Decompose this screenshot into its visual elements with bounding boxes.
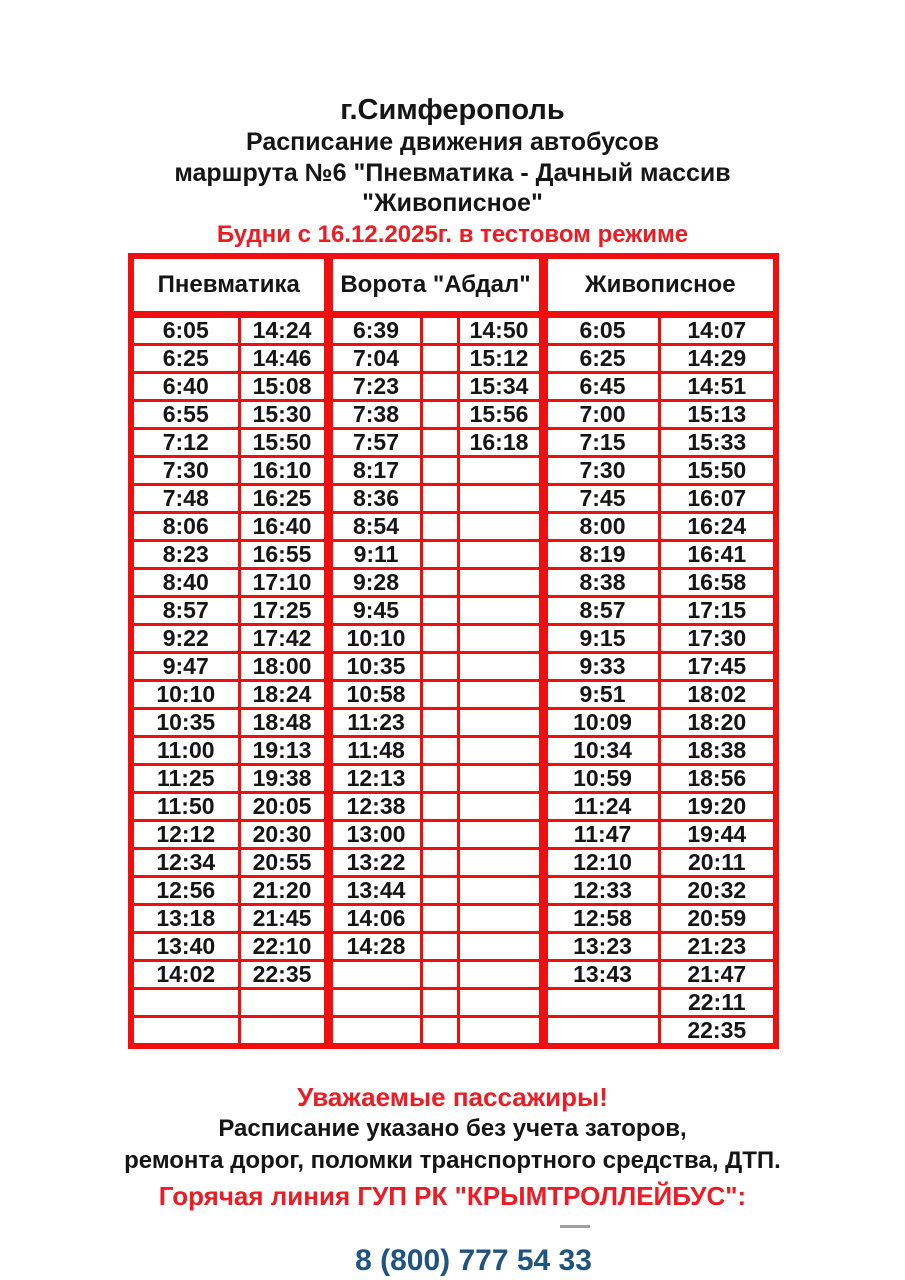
time-cell (458, 988, 543, 1016)
time-cell: 12:56 (131, 876, 239, 904)
stop-header-zhivopisnoe: Живописное (543, 256, 776, 314)
time-cell: 21:23 (659, 932, 776, 960)
subtitle-line-2: маршрута №6 "Пневматика - Дачный массив (174, 158, 731, 187)
time-cell: 9:47 (131, 652, 239, 680)
table-row (131, 960, 776, 988)
spacer-cell (421, 484, 458, 512)
time-cell: 20:59 (659, 904, 776, 932)
time-cell: 8:23 (131, 540, 239, 568)
spacer-cell (421, 680, 458, 708)
time-cell: 16:58 (659, 568, 776, 596)
time-cell: 6:05 (131, 314, 239, 344)
time-cell (458, 624, 543, 652)
hotline-phone-number: 8 (800) 777 54 33 (355, 1244, 592, 1278)
time-cell: 10:34 (543, 736, 659, 764)
time-cell (458, 596, 543, 624)
time-cell: 22:35 (659, 1016, 776, 1046)
time-cell: 12:10 (543, 848, 659, 876)
time-cell (131, 1016, 239, 1046)
time-cell (328, 1016, 421, 1046)
time-cell: 7:12 (131, 428, 239, 456)
time-cell (458, 904, 543, 932)
time-cell: 15:12 (458, 344, 543, 372)
time-cell: 16:55 (239, 540, 328, 568)
spacer-cell (421, 848, 458, 876)
time-cell: 11:25 (131, 764, 239, 792)
time-cell: 14:29 (659, 344, 776, 372)
time-cell (458, 512, 543, 540)
time-cell (458, 736, 543, 764)
time-cell: 11:23 (328, 708, 421, 736)
time-cell: 17:30 (659, 624, 776, 652)
time-cell: 6:05 (543, 314, 659, 344)
time-cell: 6:55 (131, 400, 239, 428)
time-cell: 20:11 (659, 848, 776, 876)
schedule-body (131, 314, 776, 1046)
notice-line-1: Расписание указано без учета заторов, (218, 1115, 687, 1143)
document-header (0, 0, 905, 248)
table-row (131, 876, 776, 904)
time-cell: 10:09 (543, 708, 659, 736)
time-cell: 10:58 (328, 680, 421, 708)
table-row (131, 428, 776, 456)
table-row (131, 652, 776, 680)
time-cell: 13:23 (543, 932, 659, 960)
time-cell: 14:02 (131, 960, 239, 988)
time-cell (458, 764, 543, 792)
document-footer (0, 1081, 905, 1278)
time-cell: 10:59 (543, 764, 659, 792)
time-cell: 8:57 (131, 596, 239, 624)
time-cell: 10:35 (131, 708, 239, 736)
table-row (131, 680, 776, 708)
time-cell: 7:30 (543, 456, 659, 484)
spacer-cell (421, 904, 458, 932)
spacer-cell (421, 624, 458, 652)
schedule-table (128, 253, 779, 1049)
service-mode-note: Будни с 16.12.2025г. в тестовом режиме (216, 220, 689, 248)
time-cell: 7:30 (131, 456, 239, 484)
time-cell: 12:12 (131, 820, 239, 848)
time-cell: 8:19 (543, 540, 659, 568)
time-cell (458, 932, 543, 960)
table-row (131, 848, 776, 876)
time-cell: 11:47 (543, 820, 659, 848)
time-cell: 20:30 (239, 820, 328, 848)
time-cell: 22:35 (239, 960, 328, 988)
time-cell: 14:46 (239, 344, 328, 372)
time-cell: 15:50 (239, 428, 328, 456)
time-cell (328, 960, 421, 988)
table-row (131, 708, 776, 736)
spacer-cell (421, 820, 458, 848)
time-cell: 13:18 (131, 904, 239, 932)
time-cell: 8:38 (543, 568, 659, 596)
spacer-cell (421, 512, 458, 540)
time-cell: 19:44 (659, 820, 776, 848)
time-cell: 8:17 (328, 456, 421, 484)
time-cell: 6:25 (543, 344, 659, 372)
spacer-cell (421, 596, 458, 624)
time-cell: 15:30 (239, 400, 328, 428)
time-cell: 13:00 (328, 820, 421, 848)
time-cell: 6:39 (328, 314, 421, 344)
time-cell: 18:56 (659, 764, 776, 792)
spacer-cell (421, 960, 458, 988)
time-cell: 7:00 (543, 400, 659, 428)
notice-line-2: ремонта дорог, поломки транспортного средства, ДТП. (124, 1147, 781, 1175)
time-cell: 7:38 (328, 400, 421, 428)
time-cell: 15:08 (239, 372, 328, 400)
time-cell: 12:58 (543, 904, 659, 932)
time-cell: 19:13 (239, 736, 328, 764)
time-cell (458, 456, 543, 484)
time-cell (131, 988, 239, 1016)
spacer-cell (421, 568, 458, 596)
time-cell: 14:24 (239, 314, 328, 344)
time-cell: 6:40 (131, 372, 239, 400)
time-cell: 17:42 (239, 624, 328, 652)
time-cell (239, 1016, 328, 1046)
time-cell: 14:51 (659, 372, 776, 400)
time-cell: 12:34 (131, 848, 239, 876)
time-cell: 18:20 (659, 708, 776, 736)
time-cell: 14:50 (458, 314, 543, 344)
time-cell: 16:24 (659, 512, 776, 540)
time-cell: 8:57 (543, 596, 659, 624)
spacer-cell (421, 988, 458, 1016)
time-cell: 9:51 (543, 680, 659, 708)
passengers-notice-title: Уважаемые пассажиры! (297, 1081, 608, 1112)
time-cell: 20:05 (239, 792, 328, 820)
table-row (131, 372, 776, 400)
time-cell: 8:36 (328, 484, 421, 512)
time-cell: 7:15 (543, 428, 659, 456)
time-cell: 9:22 (131, 624, 239, 652)
time-cell (543, 1016, 659, 1046)
hotline-label: Горячая линия ГУП РК "КРЫМТРОЛЛЕЙБУС": (158, 1181, 747, 1212)
table-row (131, 540, 776, 568)
spacer-cell (421, 428, 458, 456)
time-cell: 16:07 (659, 484, 776, 512)
time-cell: 18:00 (239, 652, 328, 680)
time-cell (458, 568, 543, 596)
time-cell: 20:55 (239, 848, 328, 876)
time-cell: 12:33 (543, 876, 659, 904)
time-cell: 21:45 (239, 904, 328, 932)
table-row (131, 596, 776, 624)
spacer-cell (421, 764, 458, 792)
schedule-header-row (131, 256, 776, 314)
table-row (131, 400, 776, 428)
time-cell (328, 988, 421, 1016)
time-cell: 15:33 (659, 428, 776, 456)
table-row (131, 736, 776, 764)
city-title: г.Симферополь (340, 94, 565, 126)
time-cell: 18:24 (239, 680, 328, 708)
time-cell: 15:34 (458, 372, 543, 400)
spacer-cell (421, 876, 458, 904)
spacer-cell (421, 932, 458, 960)
time-cell: 9:33 (543, 652, 659, 680)
spacer-cell (421, 792, 458, 820)
time-cell: 15:50 (659, 456, 776, 484)
time-cell: 17:45 (659, 652, 776, 680)
time-cell: 13:44 (328, 876, 421, 904)
time-cell: 15:13 (659, 400, 776, 428)
time-cell: 14:06 (328, 904, 421, 932)
time-cell: 20:32 (659, 876, 776, 904)
spacer-cell (421, 344, 458, 372)
table-row (131, 512, 776, 540)
spacer-cell (421, 314, 458, 344)
time-cell: 14:07 (659, 314, 776, 344)
spacer-cell (421, 708, 458, 736)
time-cell: 18:38 (659, 736, 776, 764)
time-cell: 11:24 (543, 792, 659, 820)
time-cell: 9:28 (328, 568, 421, 596)
time-cell (458, 960, 543, 988)
time-cell: 9:15 (543, 624, 659, 652)
time-cell: 8:00 (543, 512, 659, 540)
time-cell: 8:06 (131, 512, 239, 540)
time-cell: 16:40 (239, 512, 328, 540)
time-cell (458, 708, 543, 736)
separator-dash (560, 1225, 590, 1228)
time-cell: 12:13 (328, 764, 421, 792)
time-cell (458, 680, 543, 708)
time-cell: 8:54 (328, 512, 421, 540)
time-cell (458, 792, 543, 820)
table-row (131, 820, 776, 848)
table-row (131, 484, 776, 512)
table-row (131, 344, 776, 372)
time-cell: 16:41 (659, 540, 776, 568)
table-row (131, 764, 776, 792)
subtitle-line-3: "Живописное" (362, 189, 543, 218)
time-cell: 13:40 (131, 932, 239, 960)
time-cell: 16:25 (239, 484, 328, 512)
time-cell (543, 988, 659, 1016)
time-cell (458, 652, 543, 680)
time-cell: 10:10 (131, 680, 239, 708)
time-cell: 9:11 (328, 540, 421, 568)
time-cell: 14:28 (328, 932, 421, 960)
spacer-cell (421, 652, 458, 680)
table-row (131, 1016, 776, 1046)
table-row (131, 904, 776, 932)
table-row (131, 624, 776, 652)
spacer-cell (421, 1016, 458, 1046)
time-cell (458, 848, 543, 876)
time-cell: 17:10 (239, 568, 328, 596)
time-cell: 12:38 (328, 792, 421, 820)
time-cell (458, 820, 543, 848)
spacer-cell (421, 736, 458, 764)
time-cell: 7:57 (328, 428, 421, 456)
time-cell: 16:10 (239, 456, 328, 484)
time-cell: 7:45 (543, 484, 659, 512)
time-cell: 18:02 (659, 680, 776, 708)
spacer-cell (421, 540, 458, 568)
time-cell: 18:48 (239, 708, 328, 736)
time-cell (239, 988, 328, 1016)
time-cell: 7:48 (131, 484, 239, 512)
spacer-cell (421, 456, 458, 484)
time-cell (458, 540, 543, 568)
time-cell: 8:40 (131, 568, 239, 596)
time-cell (458, 484, 543, 512)
table-row (131, 568, 776, 596)
time-cell (458, 1016, 543, 1046)
time-cell: 10:35 (328, 652, 421, 680)
time-cell: 6:25 (131, 344, 239, 372)
time-cell: 11:48 (328, 736, 421, 764)
table-row (131, 988, 776, 1016)
time-cell: 21:47 (659, 960, 776, 988)
table-row (131, 314, 776, 344)
time-cell: 7:04 (328, 344, 421, 372)
subtitle-line-1: Расписание движения автобусов (245, 128, 660, 157)
time-cell: 19:20 (659, 792, 776, 820)
time-cell: 6:45 (543, 372, 659, 400)
table-row (131, 456, 776, 484)
time-cell: 19:38 (239, 764, 328, 792)
time-cell: 13:22 (328, 848, 421, 876)
time-cell: 11:00 (131, 736, 239, 764)
table-row (131, 932, 776, 960)
time-cell: 17:15 (659, 596, 776, 624)
time-cell (458, 876, 543, 904)
time-cell: 7:23 (328, 372, 421, 400)
stop-header-vorota-abdal: Ворота "Абдал" (328, 256, 543, 314)
spacer-cell (421, 372, 458, 400)
time-cell: 17:25 (239, 596, 328, 624)
time-cell: 10:10 (328, 624, 421, 652)
time-cell: 22:11 (659, 988, 776, 1016)
time-cell: 15:56 (458, 400, 543, 428)
time-cell: 22:10 (239, 932, 328, 960)
table-row (131, 792, 776, 820)
time-cell: 21:20 (239, 876, 328, 904)
time-cell: 9:45 (328, 596, 421, 624)
time-cell: 11:50 (131, 792, 239, 820)
spacer-cell (421, 400, 458, 428)
time-cell: 16:18 (458, 428, 543, 456)
stop-header-pnevmatika: Пневматика (131, 256, 328, 314)
time-cell: 13:43 (543, 960, 659, 988)
